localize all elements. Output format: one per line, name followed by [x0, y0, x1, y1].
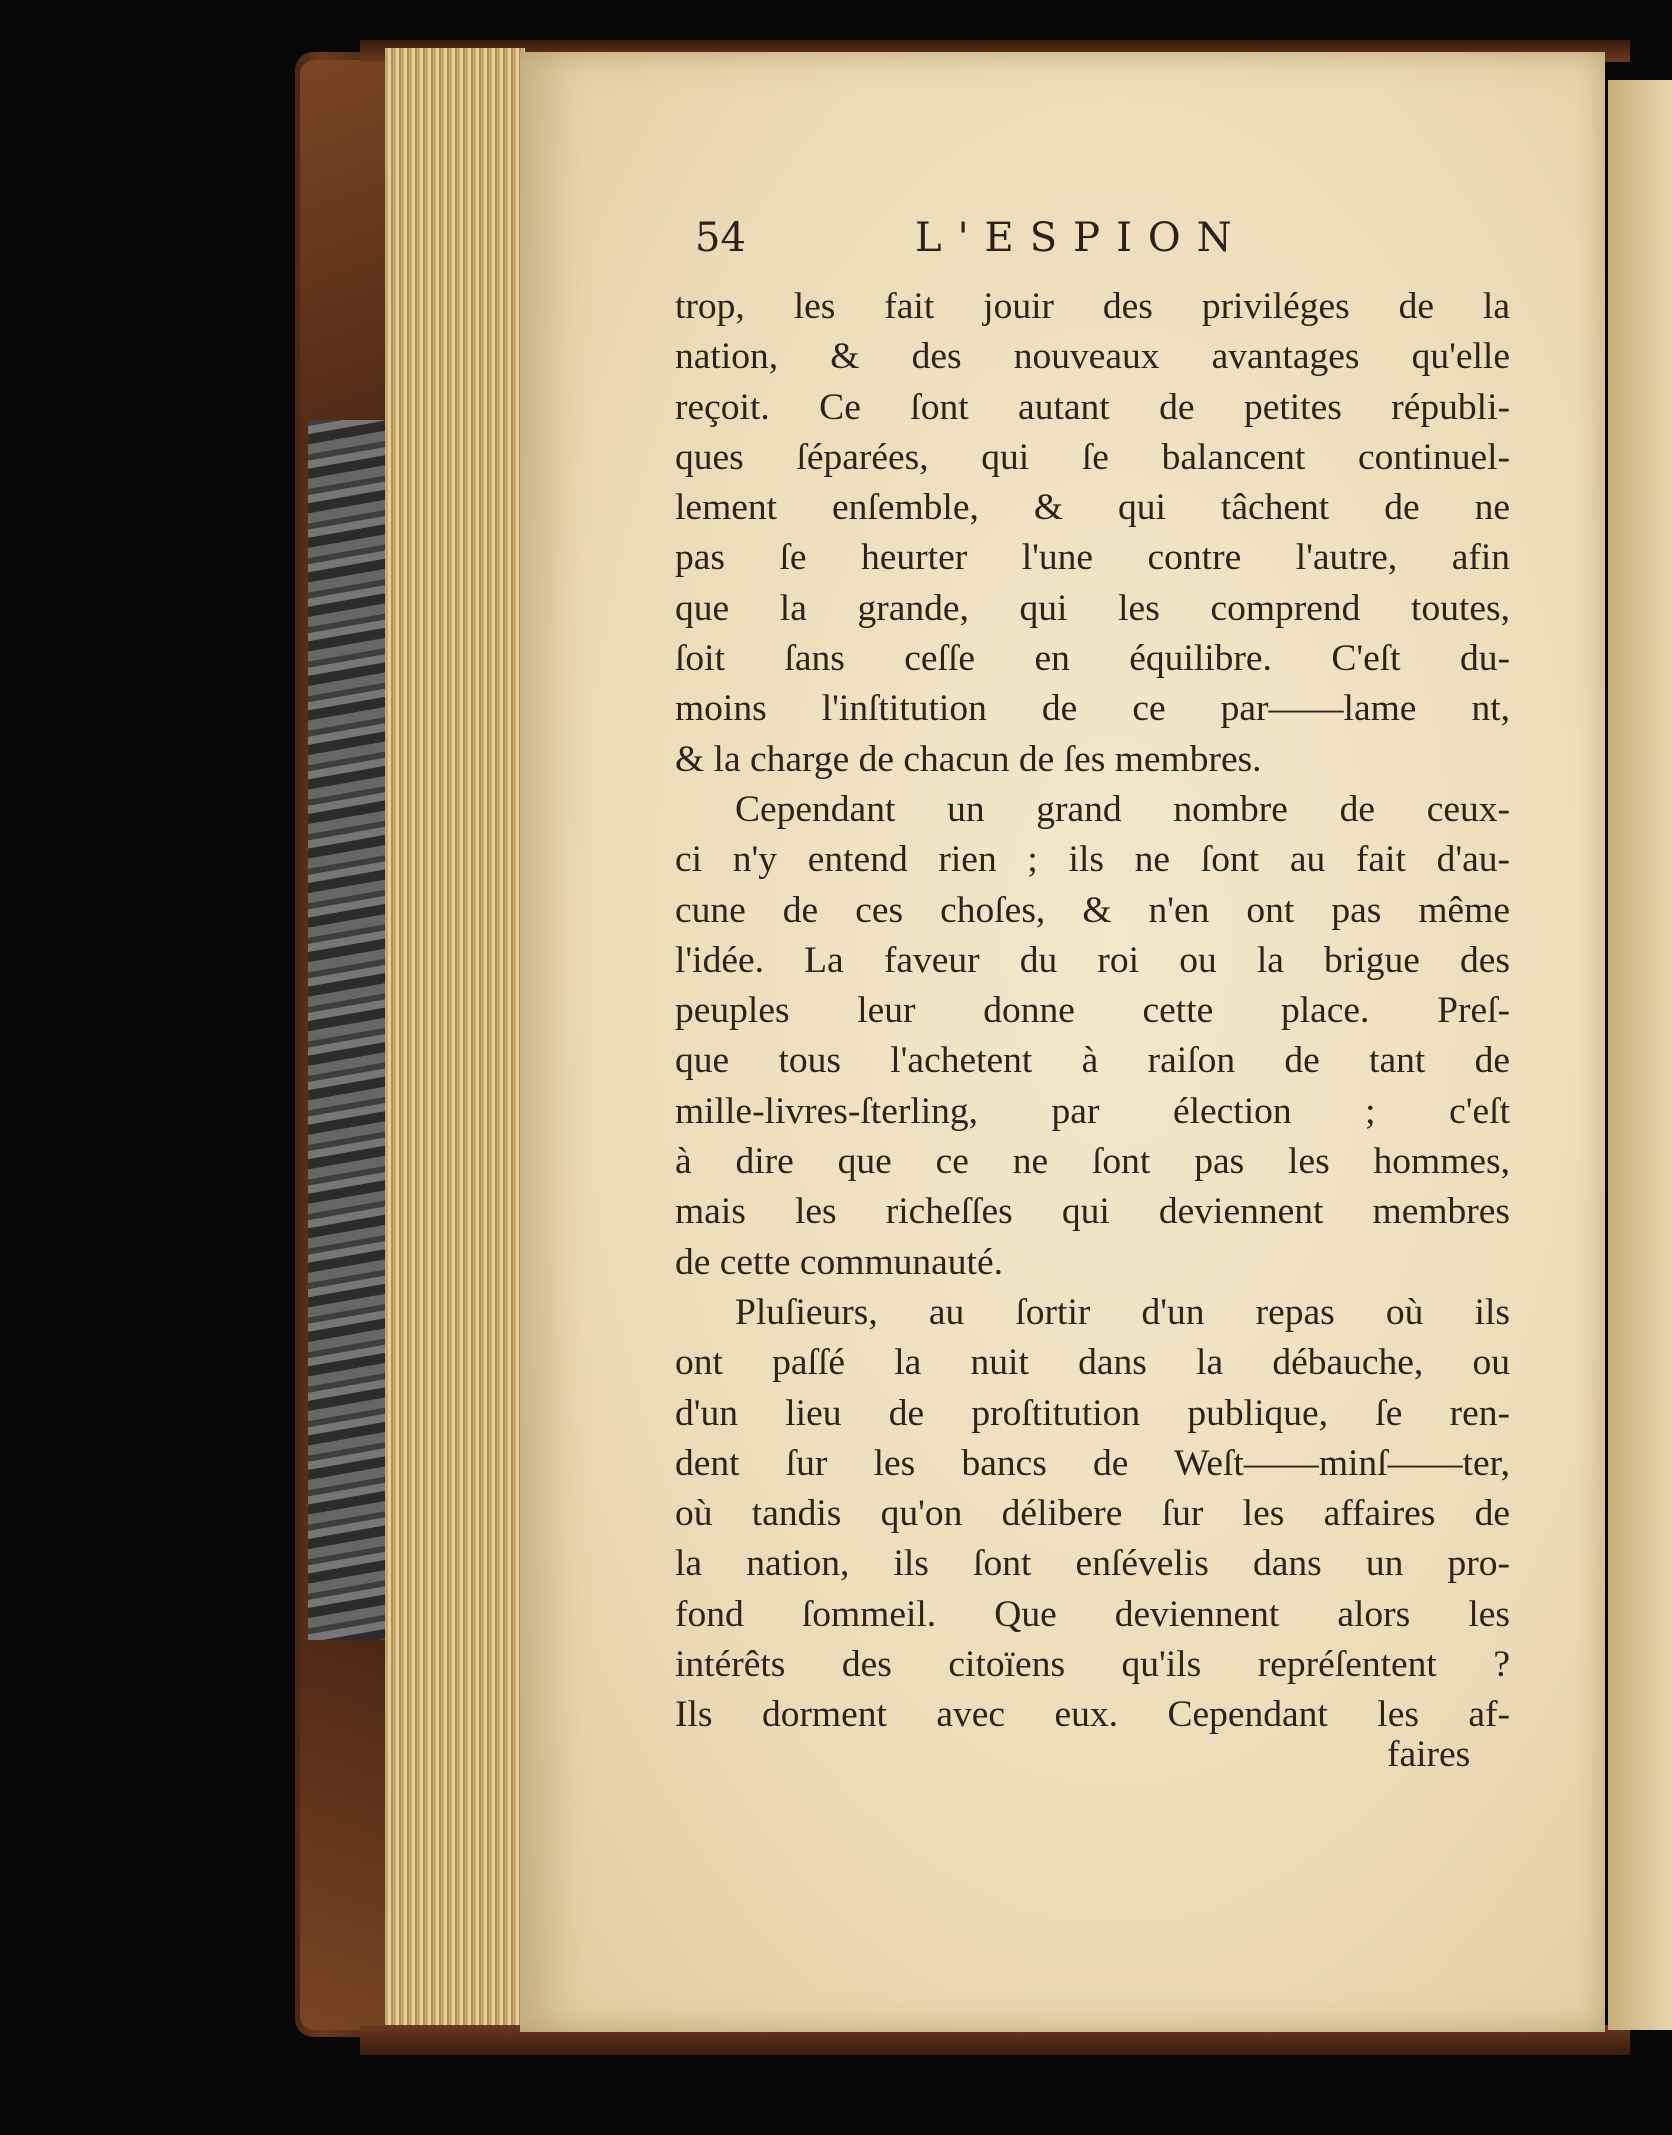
text-line: où tandis qu'on délibere ſur les affaires de — [675, 1493, 1510, 1535]
text-line: que tous l'achetent à raiſon de tant de — [675, 1040, 1510, 1082]
text-line: d'un lieu de proſtitution publique, ſe ren- — [675, 1392, 1510, 1434]
facing-page-edge — [1608, 80, 1672, 2030]
catchword: faires — [1387, 1734, 1471, 1775]
text-line: ques ſéparées, qui ſe balancent continuel- — [675, 436, 1510, 478]
text-line: que la grande, qui les comprend toutes, — [675, 587, 1510, 629]
text-line: ont paſſé la nuit dans la débauche, ou — [675, 1342, 1510, 1384]
text-line: nation, & des nouveaux avantages qu'elle — [675, 336, 1510, 378]
text-line: cune de ces choſes, & n'en ont pas même — [675, 889, 1510, 931]
text-line: ci n'y entend rien ; ils ne ſont au fait d'au- — [675, 839, 1510, 881]
marbled-cover — [308, 420, 388, 1720]
text-line: dent ſur les bancs de Weſt——minſ——ter, — [675, 1442, 1510, 1484]
text-line: pas ſe heurter l'une contre l'autre, afin — [675, 537, 1510, 579]
page-edges — [385, 48, 525, 2043]
text-line: fond ſommeil. Que deviennent alors les — [675, 1593, 1510, 1635]
text-line: ſoit ſans ceſſe en équilibre. C'eſt du- — [675, 638, 1510, 680]
text-line: reçoit. Ce ſont autant de petites républi- — [675, 386, 1510, 428]
body-text — [675, 282, 1510, 1741]
text-line: Ils dorment avec eux. Cependant les af- — [675, 1694, 1510, 1736]
running-head: L'ESPION — [915, 215, 1248, 261]
text-line: trop, les fait jouir des priviléges de la — [675, 286, 1510, 327]
text-line: moins l'inſtitution de ce par——lame nt, — [675, 688, 1510, 730]
text-line: lement enſemble, & qui tâchent de ne — [675, 487, 1510, 529]
text-line: Cependant un grand nombre de ceux- — [735, 788, 1510, 830]
page-number: 54 — [695, 215, 746, 261]
text-line: Pluſieurs, au ſortir d'un repas où ils — [735, 1291, 1510, 1333]
text-line: de cette communauté. — [675, 1241, 1003, 1283]
text-line: à dire que ce ne ſont pas les hommes, — [675, 1141, 1510, 1183]
text-line: peuples leur donne cette place. Preſ- — [675, 990, 1510, 1032]
text-line: mille-livres-ſterling, par élection ; c'eſt — [675, 1090, 1510, 1132]
text-line: intérêts des citoïens qu'ils repréſentent ? — [675, 1644, 1510, 1686]
text-line: l'idée. La faveur du roi ou la brigue des — [675, 939, 1510, 981]
text-line: la nation, ils ſont enſévelis dans un pro- — [675, 1543, 1510, 1585]
text-line: mais les richeſſes qui deviennent membres — [675, 1191, 1510, 1233]
page-header — [695, 215, 1515, 275]
text-line: & la charge de chacun de ſes membres. — [675, 738, 1262, 780]
